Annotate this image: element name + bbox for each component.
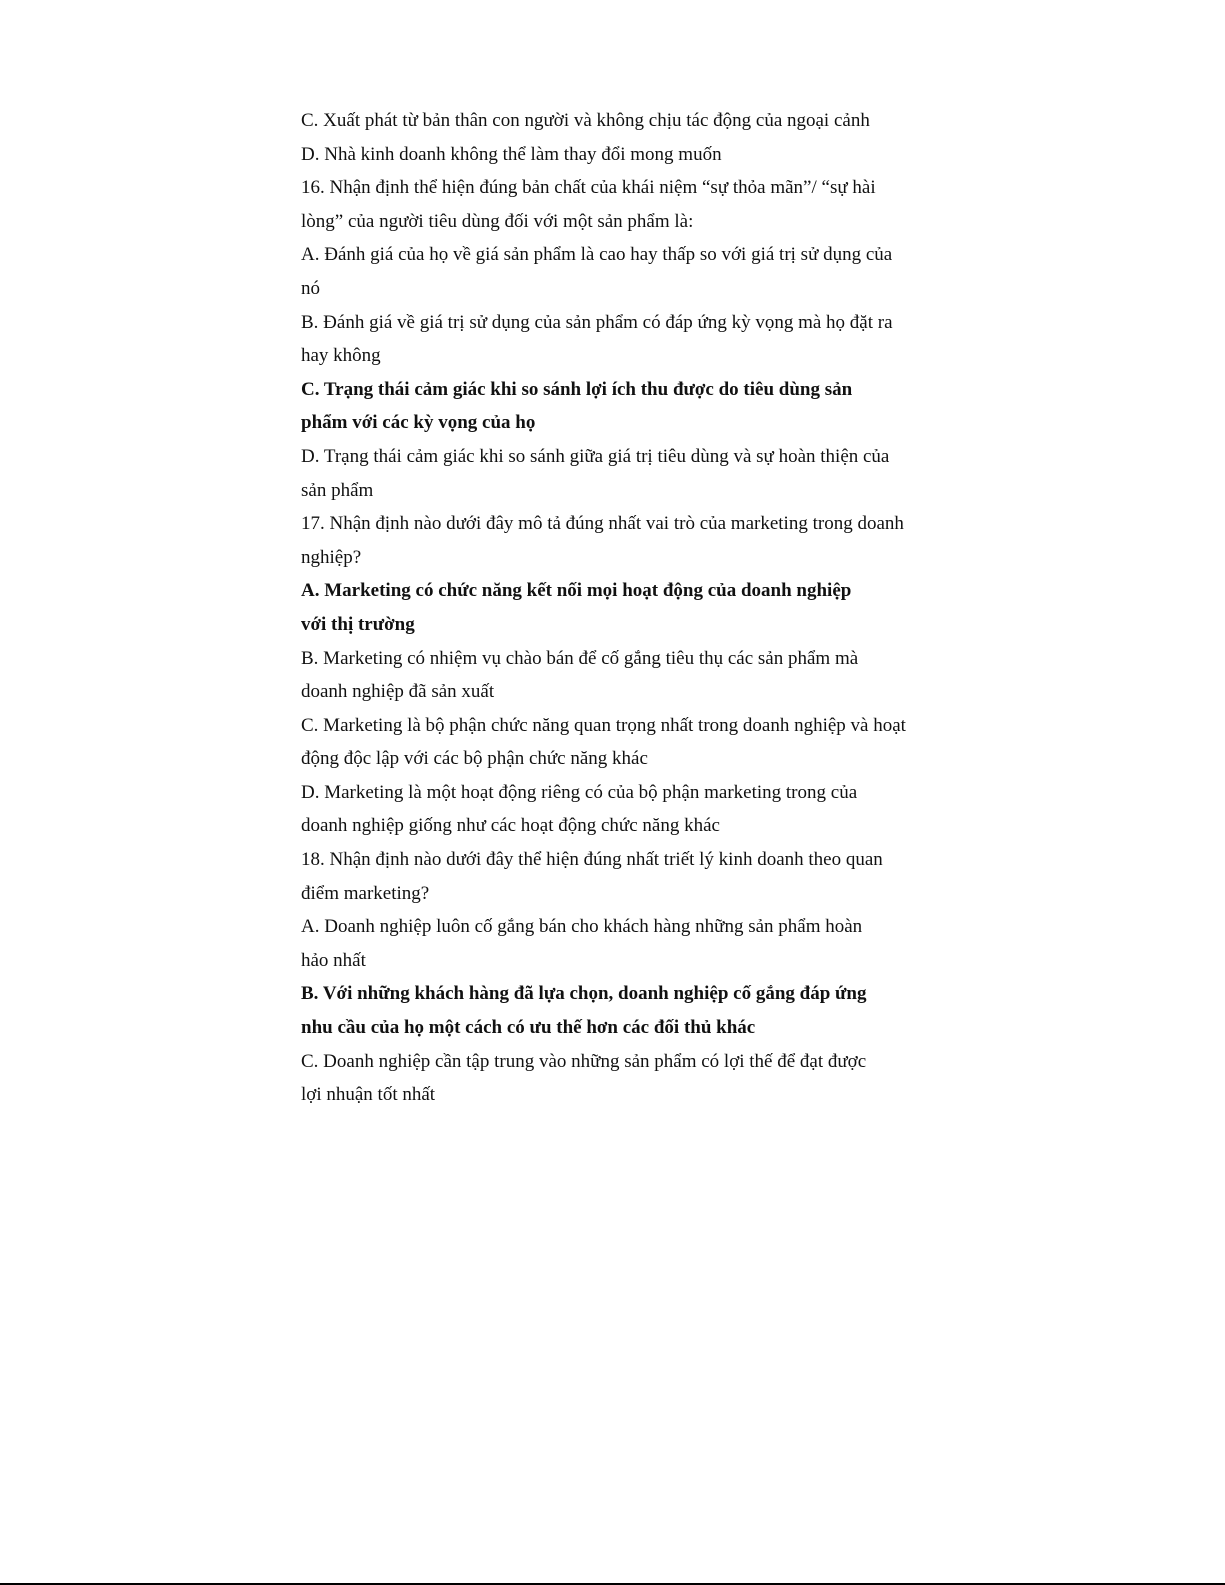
text-line: lòng” của người tiêu dùng đối với một sản phẩm là:: [301, 210, 694, 232]
answer-line: A. Doanh nghiệp luôn cố gắng bán cho khách hàng những sản phẩm hoàn: [301, 916, 863, 938]
text-line: doanh nghiệp đã sản xuất: [301, 681, 495, 703]
question-16-line: 16. Nhận định thể hiện đúng bản chất của khái niệm “sự thỏa mãn”/ “sự hài: [301, 177, 876, 199]
text-line: D. Nhà kinh doanh không thể làm thay đổi mong muốn: [301, 143, 722, 165]
answer-line: D. Trạng thái cảm giác khi so sánh giữa giá trị tiêu dùng và sự hoàn thiện của: [301, 445, 890, 467]
text-line: nó: [301, 277, 320, 299]
answer-line: A. Đánh giá của họ về giá sản phẩm là cao hay thấp so với giá trị sử dụng của: [301, 244, 893, 266]
document-body: [301, 104, 931, 1112]
correct-answer-line: A. Marketing có chức năng kết nối mọi hoạt động của doanh nghiệp: [301, 580, 852, 602]
question-17-line: 17. Nhận định nào dưới đây mô tả đúng nhất vai trò của marketing trong doanh: [301, 513, 904, 535]
text-line: động độc lập với các bộ phận chức năng khác: [301, 748, 648, 770]
text-line: hay không: [301, 345, 381, 367]
text-line: hảo nhất: [301, 949, 366, 971]
correct-answer-line: với thị trường: [301, 613, 415, 635]
answer-line: D. Marketing là một hoạt động riêng có của bộ phận marketing trong của: [301, 781, 858, 803]
text-line: nghiệp?: [301, 546, 362, 568]
text-line: doanh nghiệp giống như các hoạt động chức năng khác: [301, 815, 720, 837]
correct-answer-line: nhu cầu của họ một cách có ưu thế hơn các đối thủ khác: [301, 1017, 756, 1039]
answer-line: B. Đánh giá về giá trị sử dụng của sản phẩm có đáp ứng kỳ vọng mà họ đặt ra: [301, 311, 893, 333]
answer-line: C. Doanh nghiệp cần tập trung vào những sản phẩm có lợi thế để đạt được: [301, 1050, 867, 1072]
text-line: C. Xuất phát từ bản thân con người và không chịu tác động của ngoại cảnh: [301, 110, 870, 131]
correct-answer-line: phẩm với các kỳ vọng của họ: [301, 412, 536, 434]
text-line: lợi nhuận tốt nhất: [301, 1084, 436, 1106]
correct-answer-line: C. Trạng thái cảm giác khi so sánh lợi ích thu được do tiêu dùng sản: [301, 378, 853, 400]
answer-line: C. Marketing là bộ phận chức năng quan trọng nhất trong doanh nghiệp và hoạt: [301, 714, 906, 736]
correct-answer-line: B. Với những khách hàng đã lựa chọn, doanh nghiệp cố gắng đáp ứng: [301, 983, 867, 1005]
text-line: sản phẩm: [301, 479, 374, 501]
answer-line: B. Marketing có nhiệm vụ chào bán để cố gắng tiêu thụ các sản phẩm mà: [301, 647, 859, 669]
question-18-line: 18. Nhận định nào dưới đây thể hiện đúng nhất triết lý kinh doanh theo quan: [301, 849, 883, 871]
text-line: điểm marketing?: [301, 882, 430, 904]
